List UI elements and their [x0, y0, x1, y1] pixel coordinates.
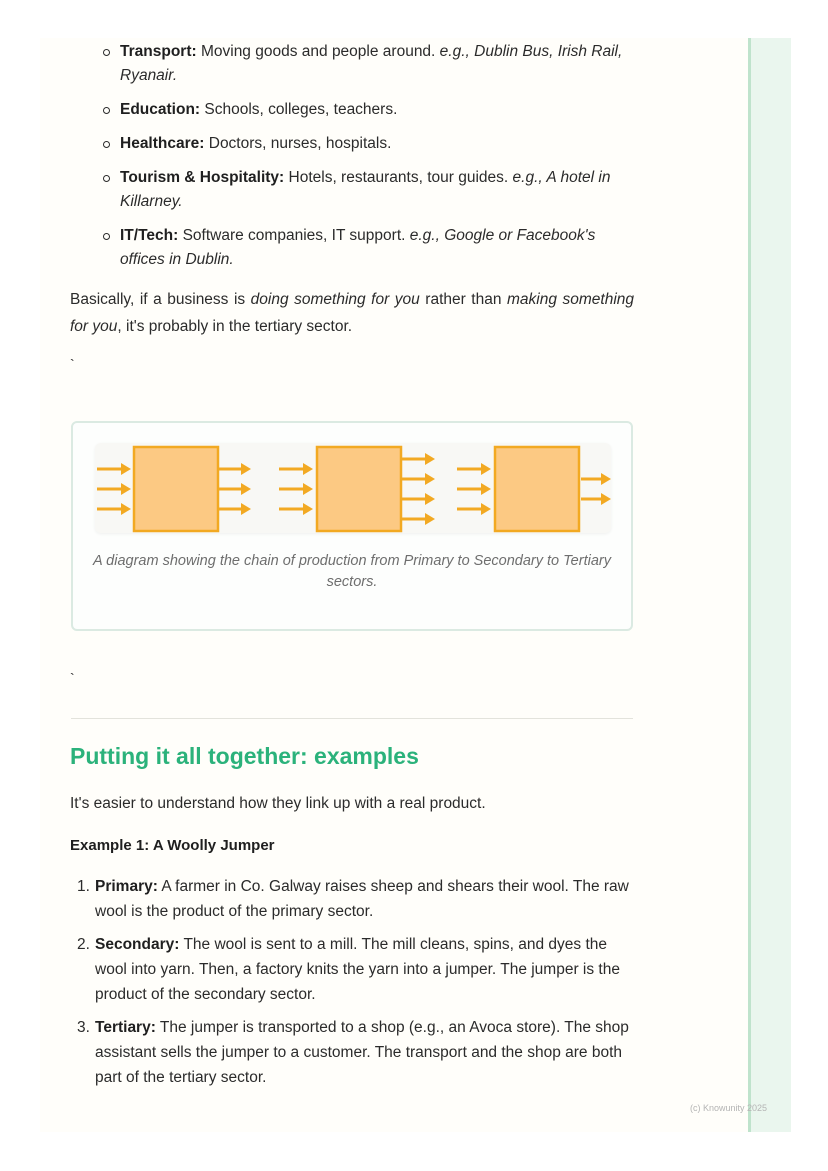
input-arrow [97, 483, 131, 495]
output-arrow [402, 493, 435, 505]
output-arrow [219, 483, 251, 495]
side-rail [748, 38, 791, 1132]
input-arrow [457, 503, 491, 515]
output-arrow [402, 473, 435, 485]
list-item: Education: Schools, colleges, teachers. [70, 98, 634, 122]
output-arrow [219, 463, 251, 475]
list-item: 1. Primary: A farmer in Co. Galway raises sheep and shears their wool. The raw wool is the product of the primary sector. [77, 878, 629, 920]
tertiary-box [495, 447, 579, 531]
input-arrow [97, 463, 131, 475]
stray-backtick-2: ` [70, 670, 75, 686]
list-item: 3. Tertiary: The jumper is transported to a shop (e.g., an Avoca store). The shop assistant sells the jumper to a customer. The transport and the shop are both part of the tertiary sector. [77, 1019, 629, 1086]
input-arrow [279, 463, 313, 475]
list-item: Tourism & Hospitality: Hotels, restaurants, tour guides. e.g., A hotel in Killarney. [70, 166, 634, 214]
figure-caption: A diagram showing the chain of production from Primary to Secondary to Tertiary sectors. [93, 553, 611, 590]
summary-paragraph: Basically, if a business is doing something for you rather than making something for you, it's probably in the tertiary sector. [70, 291, 635, 335]
input-arrow [97, 503, 131, 515]
list-item: Transport: Moving goods and people around. e.g., Dublin Bus, Irish Rail, Ryanair. [70, 40, 634, 88]
stray-backtick: ` [70, 356, 75, 372]
section-divider [71, 718, 633, 719]
output-arrow [219, 503, 251, 515]
output-arrow [581, 493, 611, 505]
list-item: Healthcare: Doctors, nurses, hospitals. [70, 132, 634, 156]
woolly-jumper-steps [70, 874, 634, 1090]
output-arrow [581, 473, 611, 485]
production-chain-svg [95, 443, 611, 533]
example-title: Example 1: A Woolly Jumper [70, 837, 275, 854]
production-chain-diagram [95, 443, 611, 533]
copyright-footer: (c) Knowunity 2025 [690, 1103, 768, 1113]
examples-section [70, 790, 634, 1098]
input-arrow [457, 483, 491, 495]
document-content [70, 40, 634, 374]
list-item: 2. Secondary: The wool is sent to a mill. The mill cleans, spins, and dyes the wool into yarn. Then, a factory knits the yarn into a jumper. The jumper is the product of the secondary sector. [77, 936, 620, 1003]
section-heading: Putting it all together: examples [70, 743, 419, 769]
input-arrow [279, 503, 313, 515]
input-arrow [457, 463, 491, 475]
tertiary-examples-list [70, 40, 634, 272]
input-arrow [279, 483, 313, 495]
output-arrow [402, 453, 435, 465]
section-intro: It's easier to understand how they link up with a real product. [70, 795, 486, 812]
list-item: IT/Tech: Software companies, IT support. e.g., Google or Facebook's offices in Dublin. [70, 224, 634, 272]
secondary-box [317, 447, 401, 531]
production-chain-figure [71, 421, 633, 631]
primary-box [134, 447, 218, 531]
output-arrow [402, 513, 435, 525]
